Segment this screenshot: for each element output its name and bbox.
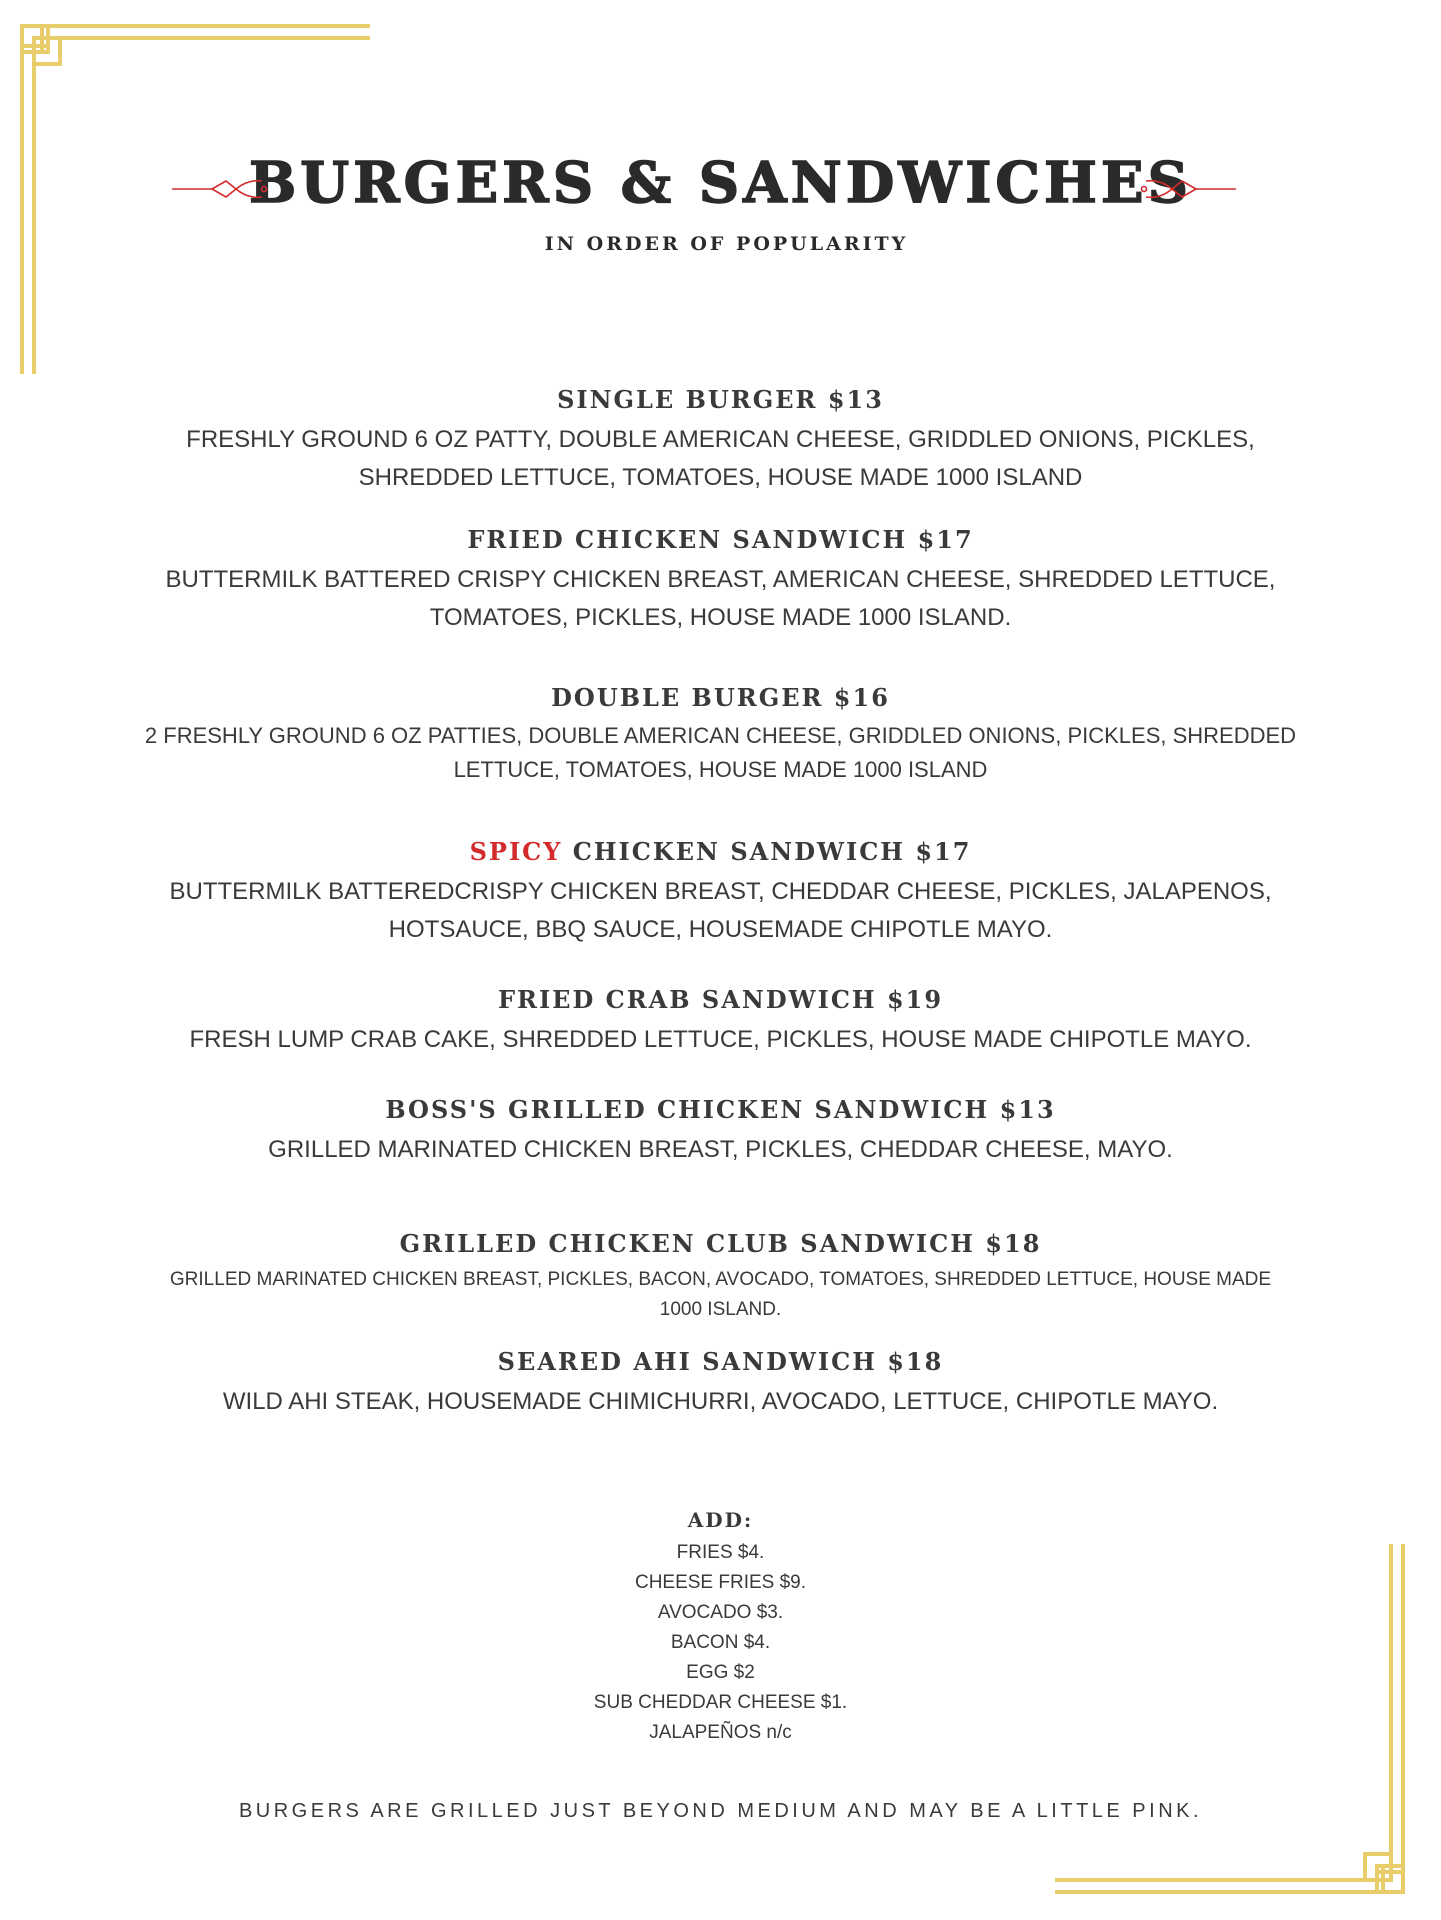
footer-note: BURGERS ARE GRILLED JUST BEYOND MEDIUM AND MAY BE A LITTLE PINK.	[238, 1800, 1203, 1822]
item-description-line: BUTTERMILK BATTEREDCRISPY CHICKEN BREAST, CHEDDAR CHEESE, PICKLES, JALAPENOS,	[169, 878, 1272, 905]
menu-item	[0, 385, 1441, 497]
add-on-item: FRIES $4.	[676, 1542, 765, 1563]
page-subtitle: IN ORDER OF POPULARITY	[544, 233, 909, 255]
item-description	[0, 1265, 1441, 1325]
flourish-right-icon	[1140, 175, 1236, 203]
item-name: FRIED CHICKEN SANDWICH $17	[467, 525, 974, 554]
item-name: BOSS'S GRILLED CHICKEN SANDWICH $13	[385, 1095, 1056, 1124]
add-ons-title: ADD:	[687, 1508, 754, 1532]
menu-item	[0, 985, 1441, 1059]
item-description-line: GRILLED MARINATED CHICKEN BREAST, PICKLES, BACON, AVOCADO, TOMATOES, SHREDDED LETTUCE, HOUSE MADE	[169, 1269, 1272, 1290]
spicy-label: SPICY	[469, 837, 563, 866]
flourish-left-icon	[172, 175, 268, 203]
item-description-line: HOTSAUCE, BBQ SAUCE, HOUSEMADE CHIPOTLE MAYO.	[388, 916, 1053, 943]
add-on-item: CHEESE FRIES $9.	[634, 1572, 807, 1593]
item-description-line: LETTUCE, TOMATOES, HOUSE MADE 1000 ISLAND	[453, 757, 988, 782]
add-on-item: BACON $4.	[670, 1632, 771, 1653]
item-name	[0, 837, 1441, 867]
item-name: FRIED CRAB SANDWICH $19	[497, 985, 944, 1014]
add-on-item: EGG $2	[686, 1662, 755, 1683]
add-ons-section	[0, 1508, 1441, 1748]
item-name: DOUBLE BURGER $16	[551, 683, 890, 712]
item-description-line: 1000 ISLAND.	[659, 1299, 782, 1320]
add-on-item: AVOCADO $3.	[657, 1602, 784, 1623]
item-description-line: 2 FRESHLY GROUND 6 OZ PATTIES, DOUBLE AMERICAN CHEESE, GRIDDLED ONIONS, PICKLES, SHREDDED	[144, 723, 1297, 748]
menu-items	[0, 385, 1441, 1421]
item-description-line: GRILLED MARINATED CHICKEN BREAST, PICKLES, CHEDDAR CHEESE, MAYO.	[268, 1136, 1173, 1163]
item-description-line: FRESH LUMP CRAB CAKE, SHREDDED LETTUCE, PICKLES, HOUSE MADE CHIPOTLE MAYO.	[189, 1026, 1252, 1053]
item-description	[0, 719, 1441, 787]
page-title: BURGERS & SANDWICHES	[248, 150, 1193, 216]
item-name: SEARED AHI SANDWICH $18	[497, 1347, 944, 1376]
item-description	[0, 561, 1441, 637]
item-description-line: SHREDDED LETTUCE, TOMATOES, HOUSE MADE 1000 ISLAND	[358, 464, 1083, 491]
add-on-item: SUB CHEDDAR CHEESE $1.	[593, 1692, 848, 1713]
menu-header	[0, 150, 1441, 255]
item-description	[0, 1131, 1441, 1169]
menu-item	[0, 1347, 1441, 1421]
item-description	[0, 873, 1441, 949]
item-description-line: TOMATOES, PICKLES, HOUSE MADE 1000 ISLAND.	[429, 604, 1012, 631]
item-name-rest: CHICKEN SANDWICH $17	[562, 837, 972, 866]
menu-item	[0, 525, 1441, 637]
item-description-line: FRESHLY GROUND 6 OZ PATTY, DOUBLE AMERICAN CHEESE, GRIDDLED ONIONS, PICKLES,	[186, 426, 1255, 453]
item-description	[0, 421, 1441, 497]
item-name: SINGLE BURGER $13	[557, 385, 884, 414]
item-description	[0, 1021, 1441, 1059]
menu-item	[0, 837, 1441, 949]
menu-item	[0, 1229, 1441, 1325]
menu-item	[0, 683, 1441, 787]
item-description	[0, 1383, 1441, 1421]
menu-item	[0, 1095, 1441, 1169]
add-on-item: JALAPEÑOS n/c	[649, 1722, 792, 1743]
item-description-line: BUTTERMILK BATTERED CRISPY CHICKEN BREAST, AMERICAN CHEESE, SHREDDED LETTUCE,	[165, 566, 1276, 593]
item-name: GRILLED CHICKEN CLUB SANDWICH $18	[399, 1229, 1042, 1258]
item-description-line: WILD AHI STEAK, HOUSEMADE CHIMICHURRI, AVOCADO, LETTUCE, CHIPOTLE MAYO.	[222, 1388, 1219, 1415]
